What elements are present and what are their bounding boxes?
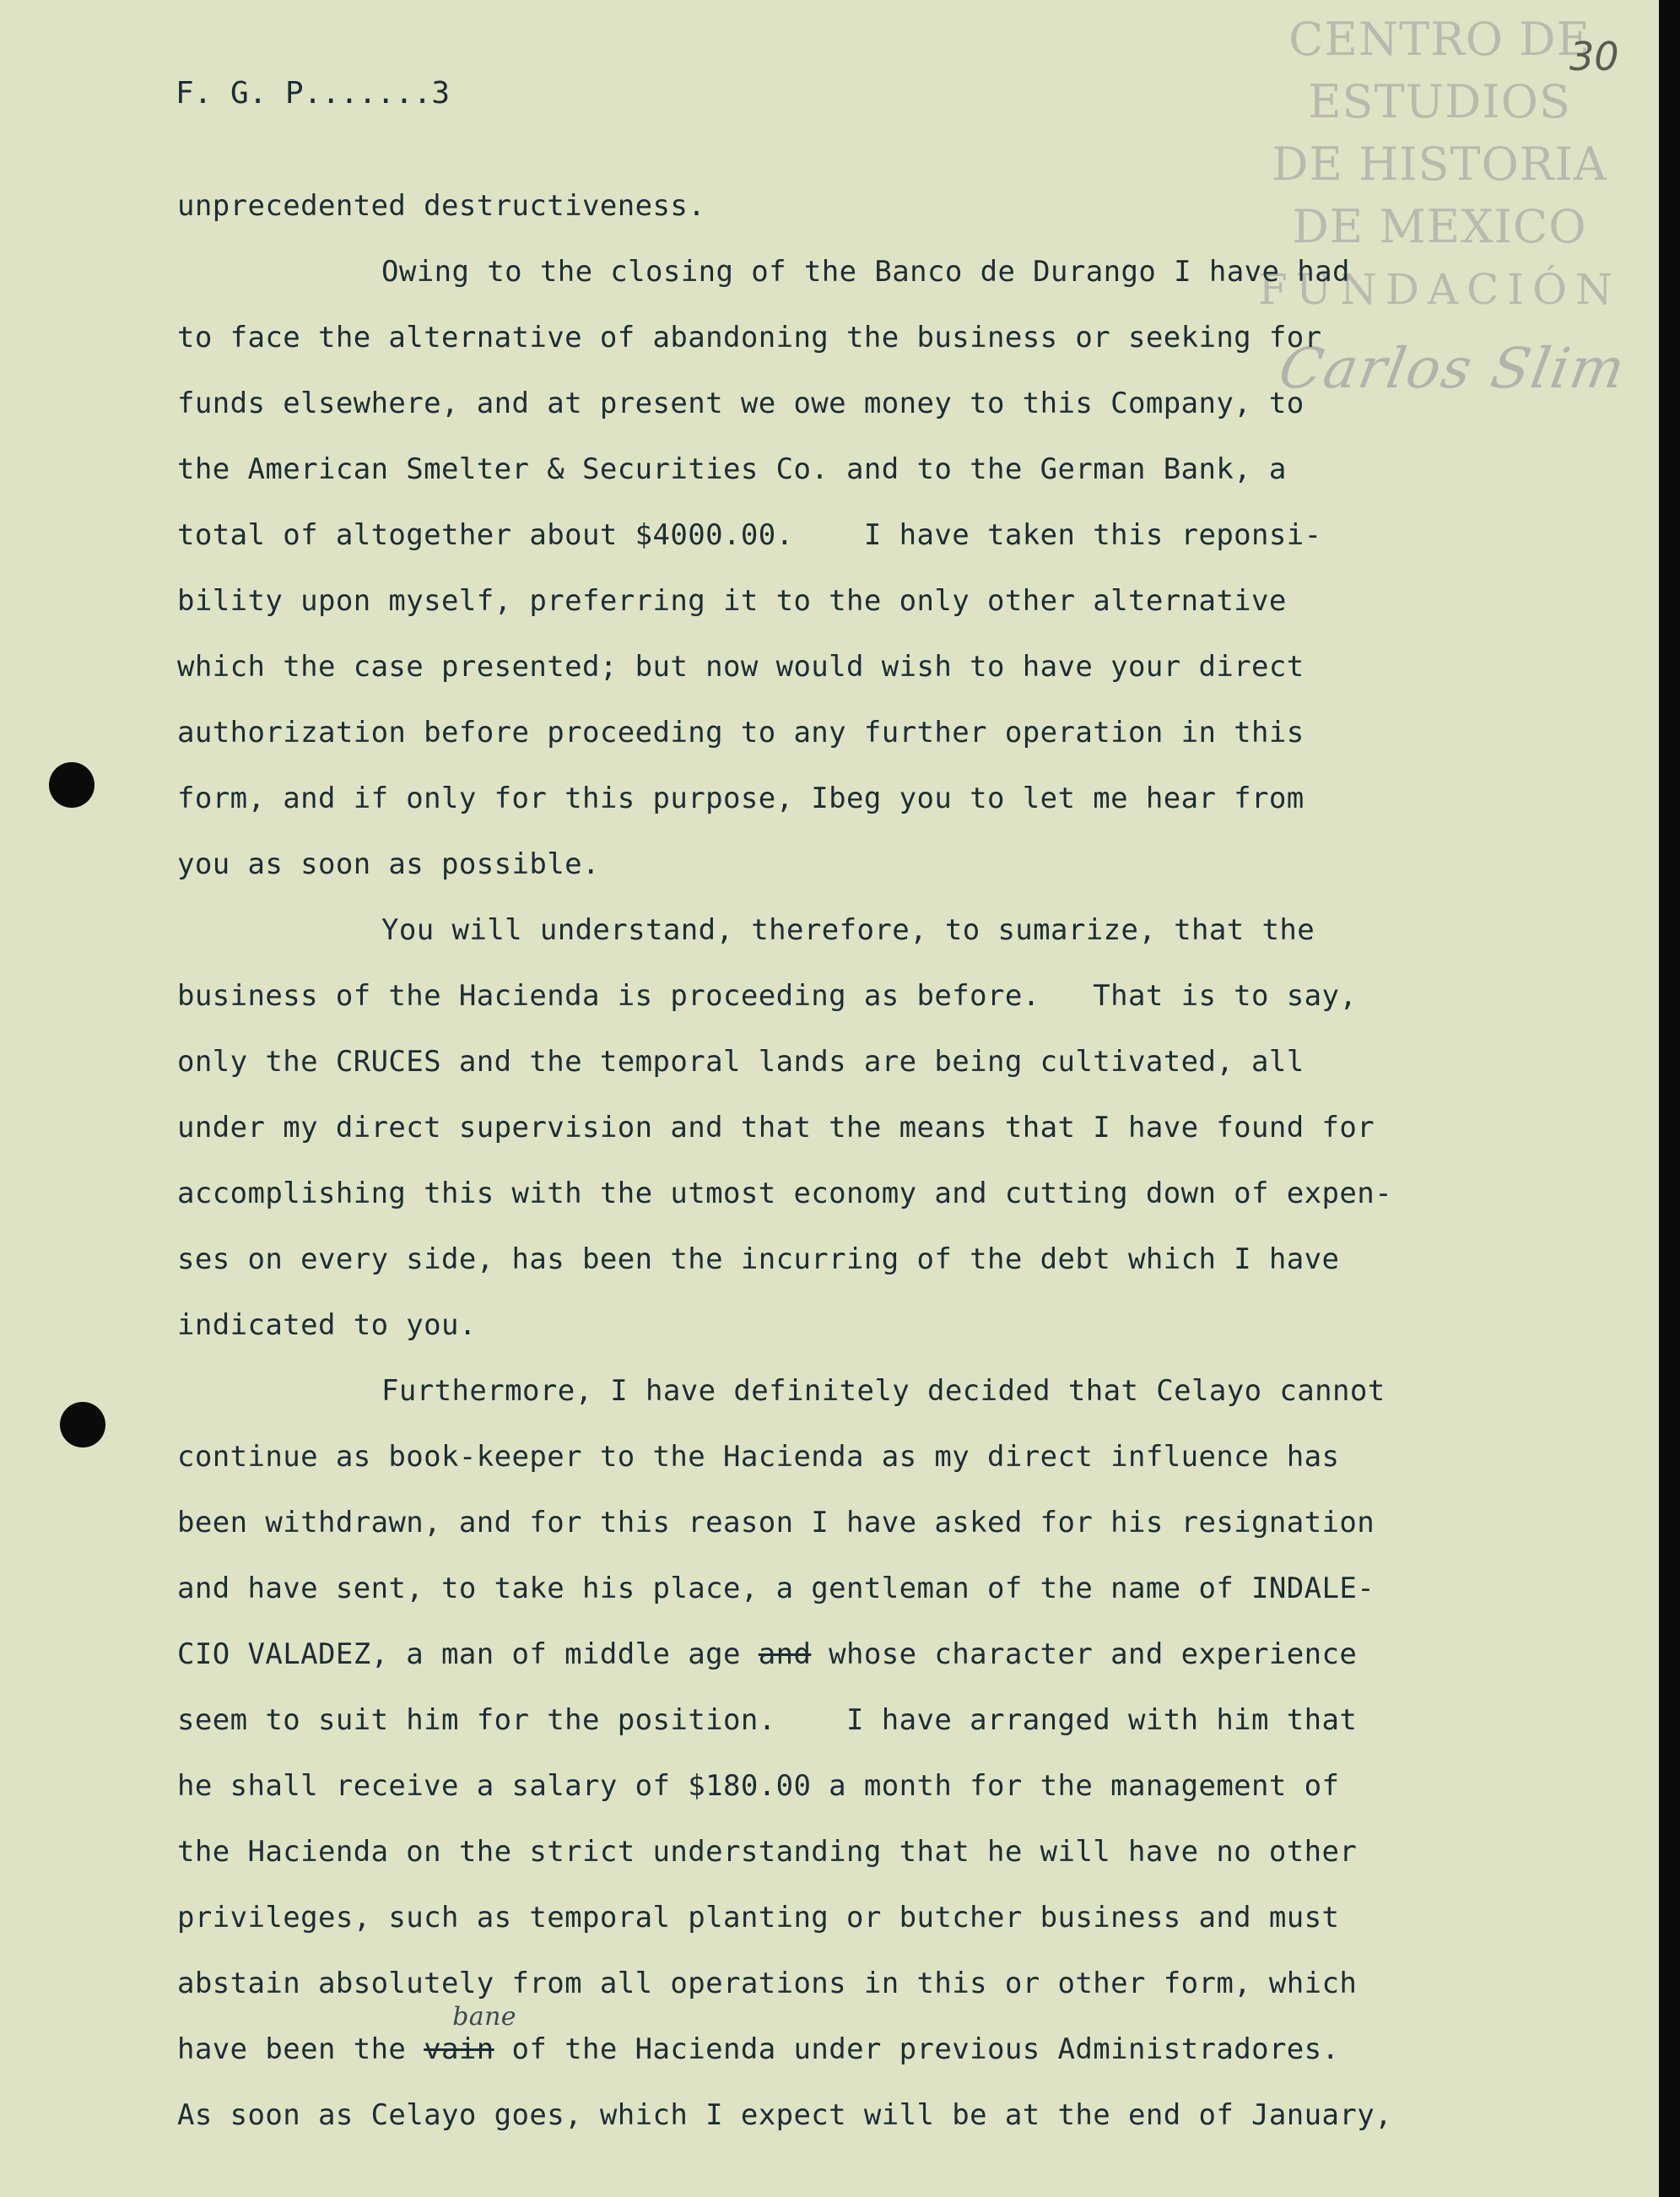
- watermark-line: FUNDACIÓN: [1258, 265, 1621, 314]
- text-line: only the CRUCES and the temporal lands are being cultivated, all: [177, 1045, 1305, 1079]
- text-line: abstain absolutely from all operations in this or other form, which: [177, 1967, 1358, 2000]
- text-segment: CIO VALADEZ, a man of middle age: [177, 1637, 759, 1671]
- text-line: authorization before proceeding to any further operation in this: [177, 716, 1305, 749]
- struck-word: and: [758, 1637, 812, 1671]
- struck-word: vain: [424, 2032, 494, 2066]
- text-line: to face the alternative of abandoning the business or seeking for: [177, 321, 1322, 354]
- text-segment: whose character and experience: [811, 1637, 1358, 1671]
- text-line-with-strikethrough: [177, 1621, 1569, 1687]
- watermark-line: DE HISTORIA: [1272, 138, 1607, 191]
- text-line: the American Smelter & Securities Co. and to the German Bank, a: [177, 452, 1287, 486]
- text-line: the Hacienda on the strict understanding that he will have no other: [177, 1835, 1358, 1869]
- text-segment: have been the: [177, 2032, 424, 2066]
- scan-border: [1659, 0, 1680, 2197]
- watermark-line: ESTUDIOS: [1308, 75, 1571, 128]
- text-line: which the case presented; but now would wish to have your direct: [177, 650, 1305, 684]
- handwritten-word: bane: [452, 2002, 516, 2032]
- text-line: continue as book-keeper to the Hacienda as my direct influence has: [177, 1440, 1340, 1474]
- letter-body: [177, 173, 1569, 2148]
- text-line: form, and if only for this purpose, Ibeg you to let me hear from: [177, 782, 1305, 815]
- page-header-reference: F. G. P.......3: [176, 76, 451, 111]
- text-line: unprecedented destructiveness.: [177, 189, 706, 223]
- text-line: seem to suit him for the position. I have arranged with him that: [177, 1703, 1358, 1737]
- watermark-line: DE MEXICO: [1292, 200, 1587, 253]
- text-line: you as soon as possible.: [177, 847, 600, 881]
- punch-hole: [60, 1402, 105, 1448]
- text-line: been withdrawn, and for this reason I have asked for his resignation: [177, 1506, 1375, 1540]
- text-line: Furthermore, I have definitely decided that Celayo cannot: [381, 1374, 1386, 1408]
- text-segment: of the Hacienda under previous Administradores.: [494, 2032, 1340, 2066]
- text-line: accomplishing this with the utmost economy and cutting down of expen-: [177, 1177, 1393, 1210]
- text-line: Owing to the closing of the Banco de Durango I have had: [381, 255, 1350, 289]
- text-line: You will understand, therefore, to sumarize, that the: [381, 913, 1315, 947]
- text-line: As soon as Celayo goes, which I expect will be at the end of January,: [177, 2098, 1393, 2132]
- watermark-signature: Carlos Slim: [1274, 336, 1631, 401]
- text-line-with-correction: [177, 2002, 1569, 2082]
- page-number: 30: [1569, 34, 1619, 79]
- text-line: privileges, such as temporal planting or butcher business and must: [177, 1901, 1340, 1935]
- handwritten-correction: [424, 2002, 516, 2082]
- text-line: funds elsewhere, and at present we owe money to this Company, to: [177, 387, 1305, 420]
- watermark-line: CENTRO DE: [1288, 13, 1591, 66]
- text-line: and have sent, to take his place, a gentleman of the name of INDALE-: [177, 1572, 1375, 1605]
- text-line: bility upon myself, preferring it to the only other alternative: [177, 584, 1287, 618]
- text-line: he shall receive a salary of $180.00 a month for the management of: [177, 1769, 1340, 1803]
- text-line: total of altogether about $4000.00. I have taken this reponsi-: [177, 518, 1322, 552]
- text-line: business of the Hacienda is proceeding as before. That is to say,: [177, 979, 1358, 1013]
- text-line: ses on every side, has been the incurring of the debt which I have: [177, 1242, 1340, 1276]
- text-line: under my direct supervision and that the means that I have found for: [177, 1111, 1375, 1144]
- punch-hole: [49, 762, 95, 808]
- text-line: indicated to you.: [177, 1308, 477, 1342]
